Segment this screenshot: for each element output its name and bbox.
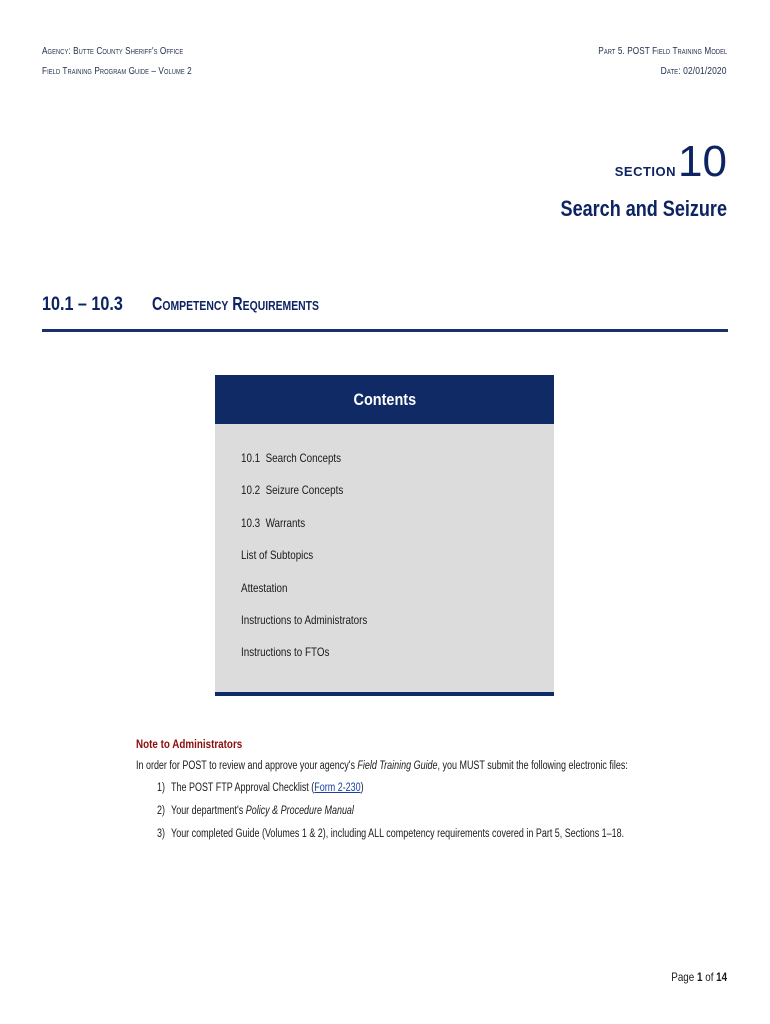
toc-item-seizure-concepts[interactable]: 10.2 Seizure Concepts [241,483,344,498]
header-part: Part 5. POST Field Training Model [598,46,727,57]
heading-divider [42,329,728,332]
contents-bottom-bar [215,692,554,696]
competency-number: 10.1 – 10.3 [42,294,123,315]
form-2-230-link[interactable]: Form 2-230 [314,782,361,794]
toc-item-attestation[interactable]: Attestation [241,580,288,595]
note-title: Note to Administrators [136,737,243,751]
section-label: SECTION [614,164,677,179]
header-date: Date: 02/01/2020 [661,66,727,77]
toc-item-instructions-administrators[interactable]: Instructions to Administrators [241,612,368,627]
header-guide-volume: Field Training Program Guide – Volume 2 [42,66,192,77]
header-agency: Agency: Butte County Sheriff's Office [42,46,184,57]
contents-heading: Contents [215,375,554,424]
note-item-completed-guide: 3) Your completed Guide (Volumes 1 & 2), including ALL competency requirements covered in Part 5, Sections 1–18. [157,828,625,840]
competency-title: Competency Requirements [152,294,319,314]
contents-panel [215,375,554,696]
note-intro: In order for POST to review and approve your agency's Field Training Guide, you MUST submit the following electronic files: [136,760,628,772]
competency-heading [42,294,728,332]
toc-item-warrants[interactable]: 10.3 Warrants [241,515,306,530]
note-item-checklist: 1) The POST FTP Approval Checklist (Form 2-230) [157,782,364,794]
page-number: Page 1 of 14 [671,970,727,984]
section-number-block [614,137,727,186]
note-item-policy-manual: 2) Your department's Policy & Procedure Manual [157,805,354,817]
toc-item-instructions-ftos[interactable]: Instructions to FTOs [241,645,330,660]
section-number: 10 [678,137,727,186]
toc-item-search-concepts[interactable]: 10.1 Search Concepts [241,451,342,465]
toc-item-list-of-subtopics[interactable]: List of Subtopics [241,548,314,563]
contents-list [241,451,395,678]
section-title: Search and Seizure [560,196,727,221]
